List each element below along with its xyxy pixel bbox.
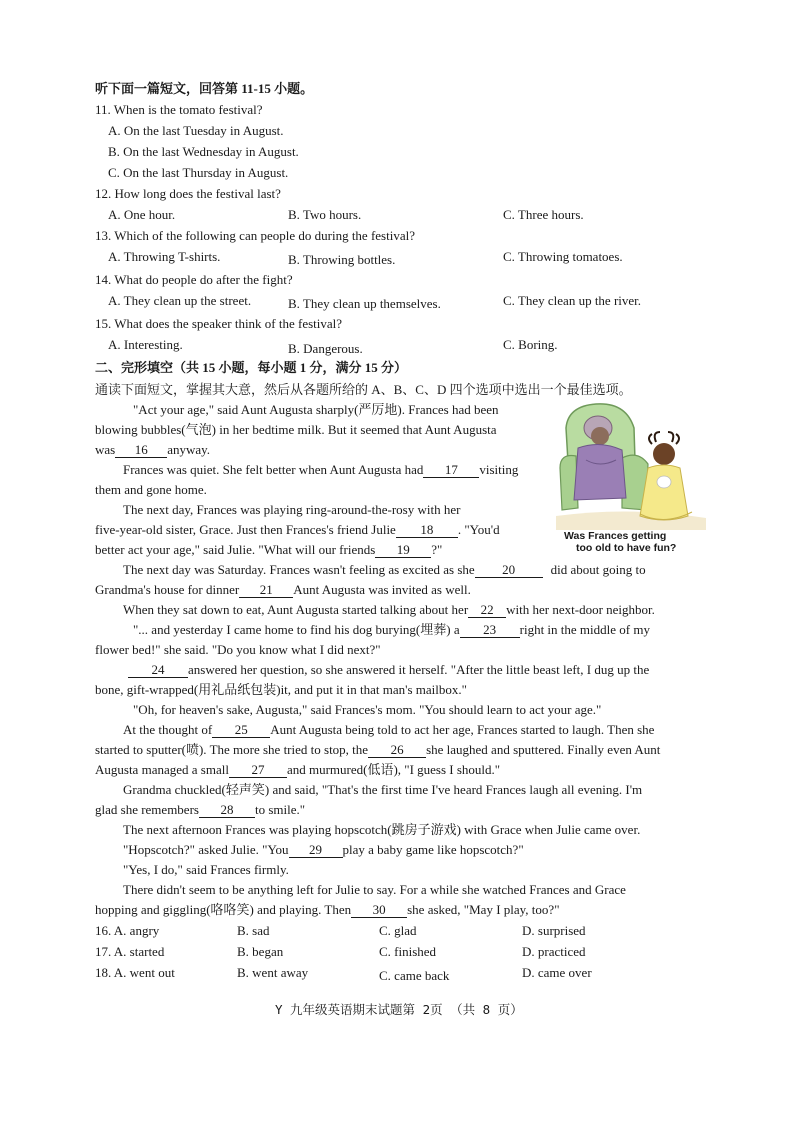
p14-line2: hopping and giggling(咯咯笑) and playing. Then 30 she asked, "May I play, too?" (95, 902, 560, 917)
option-15b: B. Dangerous. (288, 341, 363, 356)
cloze-instruction: 通读下面短文，掌握其大意，然后从各题所给的 A、B、C、D 四个选项中选出一个最佳选项。 (95, 382, 632, 397)
option-18d: D. came over (522, 965, 592, 980)
option-16d: D. surprised (522, 923, 586, 938)
question-15: 15. What does the speaker think of the festival? (95, 316, 343, 331)
p3-line2: five-year-old sister, Grace. Just then Frances's friend Julie 18 . "You'd (95, 522, 500, 537)
option-12a: A. One hour. (108, 207, 176, 222)
p9-line3: Augusta managed a small 27 and murmured(低语), "I guess I should." (95, 762, 501, 777)
option-13c: C. Throwing tomatoes. (503, 249, 623, 264)
blank-26[interactable]: 26 (368, 742, 426, 758)
blank-27[interactable]: 27 (229, 762, 287, 778)
blank-16[interactable]: 16 (115, 442, 167, 458)
p6-line2: flower bed!" she said. "Do you know what I did next?" (95, 642, 381, 657)
blank-22[interactable]: 22 (468, 602, 506, 618)
p6-line1: "... and yesterday I came home to find his dog burying(埋葬) a 23 right in the middle of my (133, 622, 650, 637)
p10-line1: Grandma chuckled(轻声笑) and said, "That's the first time I've heard Frances laugh all evening. I'm (123, 782, 643, 797)
option-12b: B. Two hours. (288, 207, 362, 222)
blank-18[interactable]: 18 (396, 522, 458, 538)
blank-20[interactable]: 20 (475, 562, 543, 578)
listening-heading: 听下面一篇短文，回答第 11-15 小题。 (95, 81, 314, 96)
option-11c: C. On the last Thursday in August. (108, 165, 289, 180)
blank-23[interactable]: 23 (460, 622, 520, 638)
p2-line1: Frances was quiet. She felt better when Aunt Augusta had 17 visiting (123, 462, 519, 477)
option-16a: 16. A. angry (95, 923, 160, 938)
p11-line1: The next afternoon Frances was playing hopscotch(跳房子游戏) with Grace when Julie came over. (123, 822, 641, 837)
option-16c: C. glad (379, 923, 417, 938)
blank-17[interactable]: 17 (423, 462, 479, 478)
p1-line3: was 16 anyway. (95, 442, 211, 457)
cloze-heading: 二、完形填空（共 15 小题，每小题 1 分，满分 15 分） (95, 360, 408, 375)
option-15c: C. Boring. (503, 337, 558, 352)
blank-28[interactable]: 28 (199, 802, 255, 818)
p9-line2: started to sputter(喷). The more she tried to stop, the 26 she laughed and sputtered. Finally even Aunt (95, 742, 661, 757)
option-14b: B. They clean up themselves. (288, 296, 441, 311)
blank-24[interactable]: 24 (128, 662, 188, 678)
blank-25[interactable]: 25 (212, 722, 270, 738)
illustration-caption-line1: Was Frances getting (564, 530, 667, 542)
p7-line2: bone, gift-wrapped(用礼品纸包装)it, and put it in that man's mailbox." (95, 682, 467, 697)
page-footer: Y 九年级英语期末试题第 2页 （共 8 页） (275, 1002, 523, 1017)
question-14: 14. What do people do after the fight? (95, 272, 293, 287)
option-17c: C. finished (379, 944, 437, 959)
p2-line2: them and gone home. (95, 482, 207, 497)
question-12: 12. How long does the festival last? (95, 186, 281, 201)
option-15a: A. Interesting. (108, 337, 183, 352)
p3-line1: The next day, Frances was playing ring-around-the-rosy with her (123, 502, 461, 517)
option-18b: B. went away (237, 965, 309, 980)
p5-line1: When they sat down to eat, Aunt Augusta started talking about her 22 with her next-door neighbor. (123, 602, 655, 617)
p8-line1: "Oh, for heaven's sake, Augusta," said Frances's mom. "You should learn to act your age." (133, 702, 602, 717)
question-13: 13. Which of the following can people do during the festival? (95, 228, 415, 243)
story-illustration (556, 398, 706, 556)
p13-line1: "Yes, I do," said Frances firmly. (123, 862, 289, 877)
option-18c: C. came back (379, 968, 450, 983)
blank-19[interactable]: 19 (375, 542, 431, 558)
option-11b: B. On the last Wednesday in August. (108, 144, 299, 159)
p12-line1: "Hopscotch?" asked Julie. "You 29 play a baby game like hopscotch?" (123, 842, 524, 857)
p4-line2: Grandma's house for dinner 21 Aunt Augusta was invited as well. (95, 582, 471, 597)
blank-21[interactable]: 21 (239, 582, 293, 598)
option-18a: 18. A. went out (95, 965, 175, 980)
blank-30[interactable]: 30 (351, 902, 407, 918)
question-11: 11. When is the tomato festival? (95, 102, 263, 117)
p14-line1: There didn't seem to be anything left for Julie to say. For a while she watched Frances and Grace (123, 882, 626, 897)
option-13b: B. Throwing bottles. (288, 252, 396, 267)
option-17d: D. practiced (522, 944, 586, 959)
option-14c: C. They clean up the river. (503, 293, 642, 308)
option-16b: B. sad (237, 923, 270, 938)
option-11a: A. On the last Tuesday in August. (108, 123, 284, 138)
illustration-caption-line2: too old to have fun? (576, 542, 677, 554)
p3-line3: better act your age," said Julie. "What will our friends 19 ?" (95, 542, 443, 557)
p7-line1: 24 answered her question, so she answered it herself. "After the little beast left, I dug up the (128, 661, 649, 678)
option-17b: B. began (237, 944, 284, 959)
p1-line1: "Act your age," said Aunt Augusta sharply(严厉地). Frances had been (133, 402, 499, 417)
option-12c: C. Three hours. (503, 207, 584, 222)
p9-line1: At the thought of 25 Aunt Augusta being told to act her age, Frances started to laugh. Then she (123, 722, 655, 737)
p10-line2: glad she remembers 28 to smile." (95, 802, 306, 817)
option-13a: A. Throwing T-shirts. (108, 249, 221, 264)
option-17a: 17. A. started (95, 944, 165, 959)
p1-line2: blowing bubbles(气泡) in her bedtime milk. But it seemed that Aunt Augusta (95, 422, 497, 437)
option-14a: A. They clean up the street. (108, 293, 252, 308)
blank-29[interactable]: 29 (289, 842, 343, 858)
p4-line1: The next day was Saturday. Frances wasn't feeling as excited as she 20 did about going to (123, 562, 646, 577)
